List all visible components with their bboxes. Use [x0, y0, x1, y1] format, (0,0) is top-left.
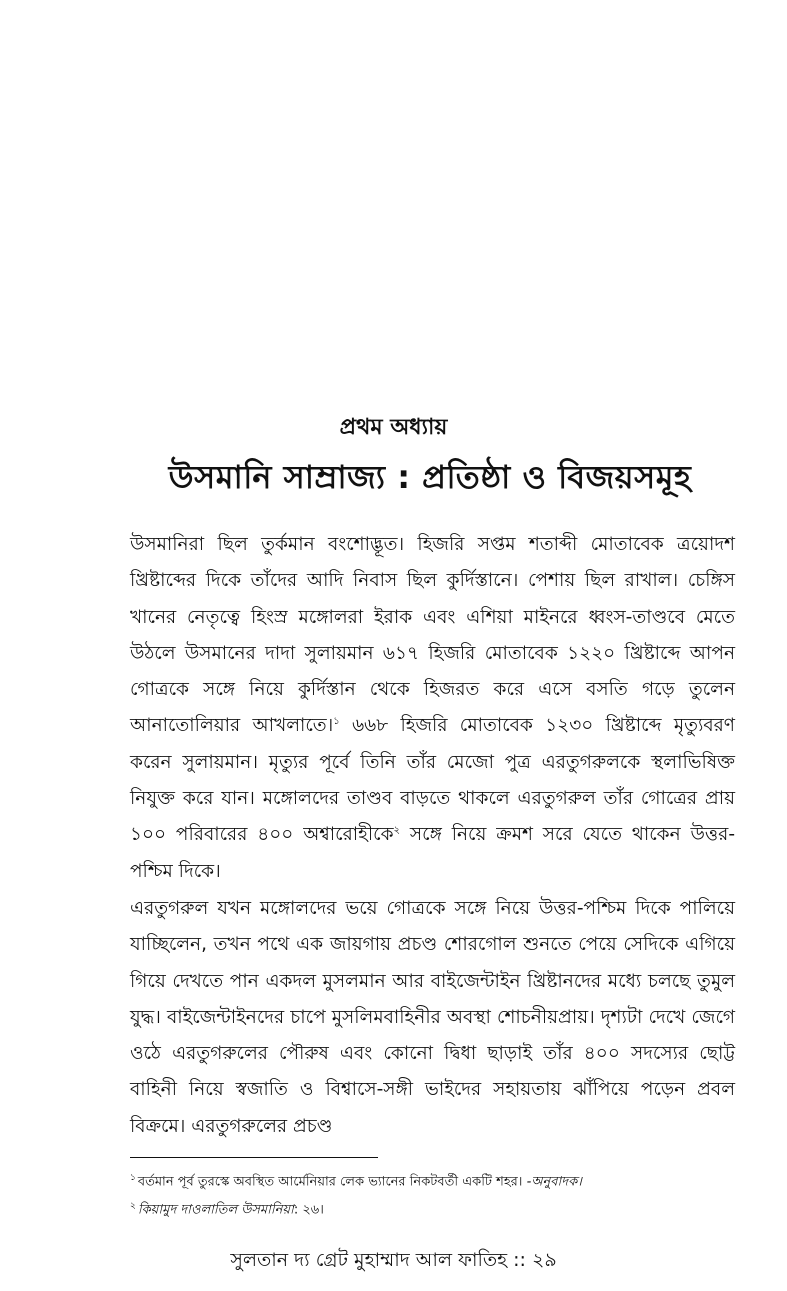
footer-separator: ::	[513, 1249, 526, 1271]
footnote-ref-2: ২	[393, 825, 401, 837]
footnote-1-credit: -অনুবাদক।	[526, 1174, 582, 1190]
paragraph-1-text-a: উসমানিরা ছিল তুর্কমান বংশোদ্ভূত। হিজরি সপ্তম শতাব্দী মোতাবেক ত্রয়োদশ খ্রিষ্টাব্দের দিকে তাঁদের আদি নিবাস ছিল কুর্দিস্তানে। পেশায় ছিল রাখাল। চেঙ্গিস খানের নেতৃত্বে হিংস্র মঙ্গোলরা ইরাক এবং এশিয়া মাইনরে ধ্বংস-তাণ্ডবে মেতে উঠলে উসমানের দাদা সুলায়মান ৬১৭ হিজরি মোতাবেক ১২২০ খ্রিষ্টাব্দে আপন গোত্রকে সঙ্গে নিয়ে কুর্দিস্তান থেকে হিজরত করে এসে বসতি গড়ে তুলেন আনাতোলিয়ার আখলাতে।	[130, 534, 735, 737]
footnote-divider	[130, 1157, 378, 1158]
footnote-2-page: : ২৬।	[293, 1202, 324, 1218]
chapter-title: উসমানি সাম্রাজ্য : প্রতিষ্ঠা ও বিজয়সমূহ	[168, 458, 692, 496]
footer-book-title: সুলতান দ্য গ্রেট মুহাম্মাদ আল ফাতিহ	[230, 1249, 508, 1271]
paragraph-1	[130, 527, 735, 890]
footnote-1-marker: ১	[130, 1173, 136, 1183]
page-number: ২৯	[531, 1249, 557, 1271]
paragraph-1-text-b: ৬৬৮ হিজরি মোতাবেক ১২৩০ খ্রিষ্টাব্দে মৃত্যুবরণ করেন সুলায়মান। মৃত্যুর পূর্বে তিনি তাঁর মেজো পুত্র এরতুগরুলকে স্থলাভিষিক্ত নিযুক্ত করে যান। মঙ্গোলদের তাণ্ডব বাড়তে থাকলে এরতুগরুল তাঁর গোত্রের প্রায় ১০০ পরিবারের ৪০০ অশ্বারোহীকে	[130, 715, 735, 846]
running-footer	[0, 1246, 787, 1278]
footnote-1-text: বর্তমান পূর্ব তুরস্কে অবস্থিত আর্মেনিয়ার লেক ভ্যানের নিকটবর্তী একটি শহর।	[137, 1174, 527, 1190]
footnote-2-marker: ২	[130, 1201, 136, 1212]
footnote-ref-1: ১	[333, 716, 340, 728]
footnote-2-source: কিয়ামুদ দাওলাতিল উসমানিয়া	[137, 1202, 294, 1218]
chapter-label: প্রথম অধ্যায়	[339, 415, 448, 440]
paragraph-2: এরতুগরুল যখন মঙ্গোলদের ভয়ে গোত্রকে সঙ্গে নিয়ে উত্তর-পশ্চিম দিকে পালিয়ে যাচ্ছিলেন, তখন পথে এক জায়গায় প্রচণ্ড শোরগোল শুনতে পেয়ে সেদিকে এগিয়ে গিয়ে দেখতে পান একদল মুসলমান আর বাইজেন্টাইন খ্রিষ্টানদের মধ্যে চলছে তুমুল যুদ্ধ। বাইজেন্টাইনদের চাপে মুসলিমবাহিনীর অবস্থা শোচনীয়প্রায়। দৃশ্যটা দেখে জেগে ওঠে এরতুগরুলের পৌরুষ এবং কোনো দ্বিধা ছাড়াই তাঁর ৪০০ সদস্যের ছোট্ট বাহিনী নিয়ে স্বজাতি ও বিশ্বাসে-সঙ্গী ভাইদের সহায়তায় ঝাঁপিয়ে পড়েন প্রবল বিক্রমে। এরতুগরুলের প্রচণ্ড	[130, 898, 735, 1137]
footnotes	[130, 1166, 735, 1223]
footnote-1	[130, 1166, 735, 1194]
paragraph-1-text-c: সঙ্গে নিয়ে ক্রমশ সরে যেতে থাকেন উত্তর-পশ্চিম দিকে।	[130, 824, 735, 882]
footnote-2	[130, 1194, 735, 1222]
